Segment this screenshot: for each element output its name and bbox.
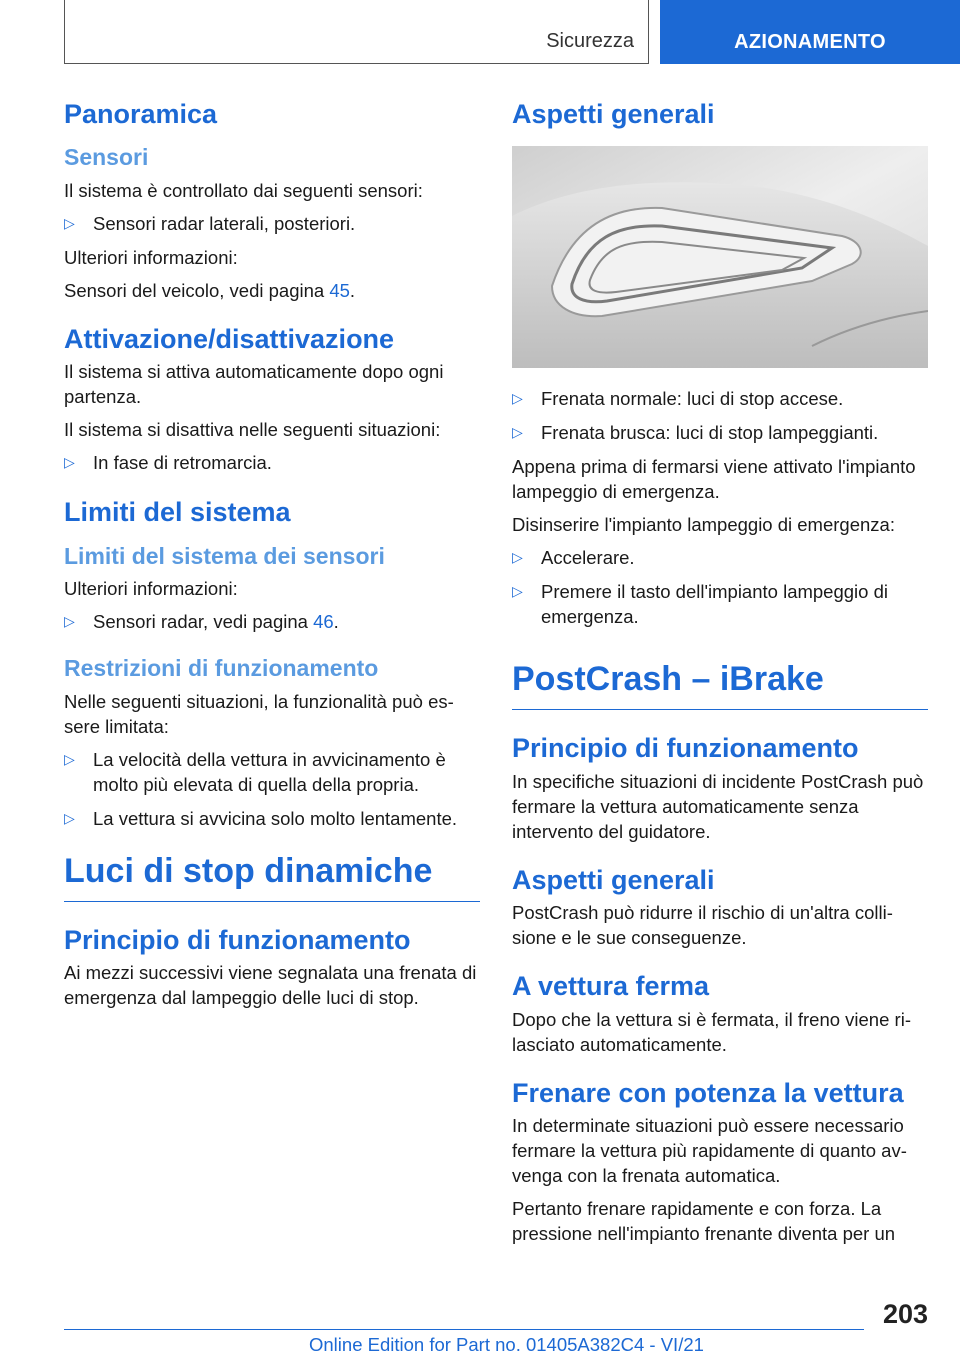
section-title: Sicurezza bbox=[546, 30, 634, 52]
list-item: ▷ La velocità della vettura in avvicinamento è molto più elevata di quella della propria. bbox=[64, 748, 446, 795]
heading-attivazione: Attivazione/disattivazione bbox=[64, 323, 395, 354]
tail-light-photo bbox=[512, 146, 928, 368]
page-link[interactable]: 45 bbox=[329, 279, 350, 301]
header-box bbox=[64, 0, 649, 64]
right-column bbox=[512, 98, 928, 1254]
heading-aspetti: Aspetti generali bbox=[512, 99, 715, 129]
bullet-list bbox=[64, 211, 480, 236]
heading-principio-postcrash: Principio di funzionamento bbox=[512, 733, 859, 764]
chapter-tab[interactable]: AZIONAMENTO bbox=[660, 0, 960, 64]
paragraph: Appena prima di fermarsi viene attivato l'impianto lampeggio di emergenza. bbox=[512, 456, 916, 503]
list-item: ▷ Frenata normale: luci di stop accese. bbox=[512, 388, 844, 410]
triangle-right-icon: ▷ bbox=[512, 549, 523, 566]
heading-luci-stop: Luci di stop dinamiche bbox=[64, 852, 480, 902]
paragraph: Ai mezzi successivi viene segnalata una frenata di emergenza dal lampeggio delle luci di stop. bbox=[64, 962, 477, 1009]
paragraph: Il sistema si attiva automaticamente dopo ogni partenza. bbox=[64, 361, 444, 408]
left-column bbox=[64, 98, 480, 1018]
triangle-right-icon: ▷ bbox=[512, 390, 523, 407]
paragraph: Ulteriori informazioni: bbox=[64, 246, 238, 268]
list-item: ▷ Premere il tasto dell'impianto lampeggio di emergenza. bbox=[512, 581, 888, 628]
heading-vettura-ferma: A vettura ferma bbox=[512, 971, 710, 1002]
paragraph: Nelle seguenti situazioni, la funzionalità può essere limitata: bbox=[64, 690, 454, 737]
heading-limiti: Limiti del sistema bbox=[64, 497, 291, 528]
list-item: ▷ In fase di retromarcia. bbox=[64, 452, 272, 474]
triangle-right-icon: ▷ bbox=[512, 424, 523, 441]
list-item: ▷ La vettura si avvicina solo molto lentamente. bbox=[64, 807, 458, 829]
paragraph: Ulteriori informazioni: bbox=[64, 578, 238, 600]
triangle-right-icon: ▷ bbox=[512, 583, 523, 600]
heading-postcrash: PostCrash – iBrake bbox=[512, 660, 928, 710]
paragraph: Sensori del veicolo, vedi pagina 45. bbox=[64, 279, 356, 301]
bullet-list bbox=[512, 386, 928, 445]
paragraph: In determinate situazioni può essere necessario fermare la vettura più rapidamente di quanto avvenga con la frenata automatica. bbox=[512, 1115, 907, 1187]
page-link[interactable]: 46 bbox=[313, 611, 334, 633]
footer-divider bbox=[64, 1329, 864, 1330]
heading-restrizioni: Restrizioni di funzionamento bbox=[64, 655, 379, 682]
list-item: ▷ Sensori radar, vedi pagina 46. bbox=[64, 611, 339, 633]
footer-edition: Online Edition for Part no. 01405A382C4 - VI/21 bbox=[309, 1334, 704, 1355]
paragraph: Disinserire l'impianto lampeggio di emergenza: bbox=[512, 514, 895, 536]
bullet-list bbox=[512, 545, 928, 629]
bullet-list bbox=[64, 450, 480, 475]
heading-frenare: Frenare con potenza la vettura bbox=[512, 1077, 904, 1108]
heading-principio: Principio di funzionamento bbox=[64, 925, 411, 956]
paragraph: Il sistema è controllato dai seguenti sensori: bbox=[64, 179, 423, 201]
triangle-right-icon: ▷ bbox=[64, 454, 75, 471]
paragraph: Pertanto frenare rapidamente e con forza. La pressione nell'impianto frenante diventa per un bbox=[512, 1198, 896, 1245]
paragraph: In specifiche situazioni di incidente PostCrash può fermare la vettura automaticamente senza intervento del guidatore. bbox=[512, 770, 924, 842]
heading-limiti-sensori: Limiti del sistema dei sensori bbox=[64, 542, 385, 569]
bullet-list bbox=[64, 747, 480, 831]
triangle-right-icon: ▷ bbox=[64, 809, 75, 826]
list-item: ▷ Frenata brusca: luci di stop lampeggianti. bbox=[512, 422, 879, 444]
paragraph: Il sistema si disattiva nelle seguenti situazioni: bbox=[64, 419, 441, 441]
list-item: ▷ Accelerare. bbox=[512, 547, 635, 569]
list-item: ▷ Sensori radar laterali, posteriori. bbox=[64, 212, 356, 234]
heading-panoramica: Panoramica bbox=[64, 99, 218, 129]
page-number: 203 bbox=[882, 1299, 928, 1329]
heading-sensori: Sensori bbox=[64, 144, 149, 171]
paragraph: Dopo che la vettura si è fermata, il freno viene rilasciato automaticamente. bbox=[512, 1008, 911, 1055]
heading-aspetti-2: Aspetti generali bbox=[512, 864, 715, 895]
bullet-list bbox=[64, 609, 480, 634]
paragraph: PostCrash può ridurre il rischio di un'altra collisione e le sue conseguenze. bbox=[512, 902, 893, 949]
triangle-right-icon: ▷ bbox=[64, 613, 75, 630]
triangle-right-icon: ▷ bbox=[64, 214, 75, 231]
triangle-right-icon: ▷ bbox=[64, 750, 75, 767]
